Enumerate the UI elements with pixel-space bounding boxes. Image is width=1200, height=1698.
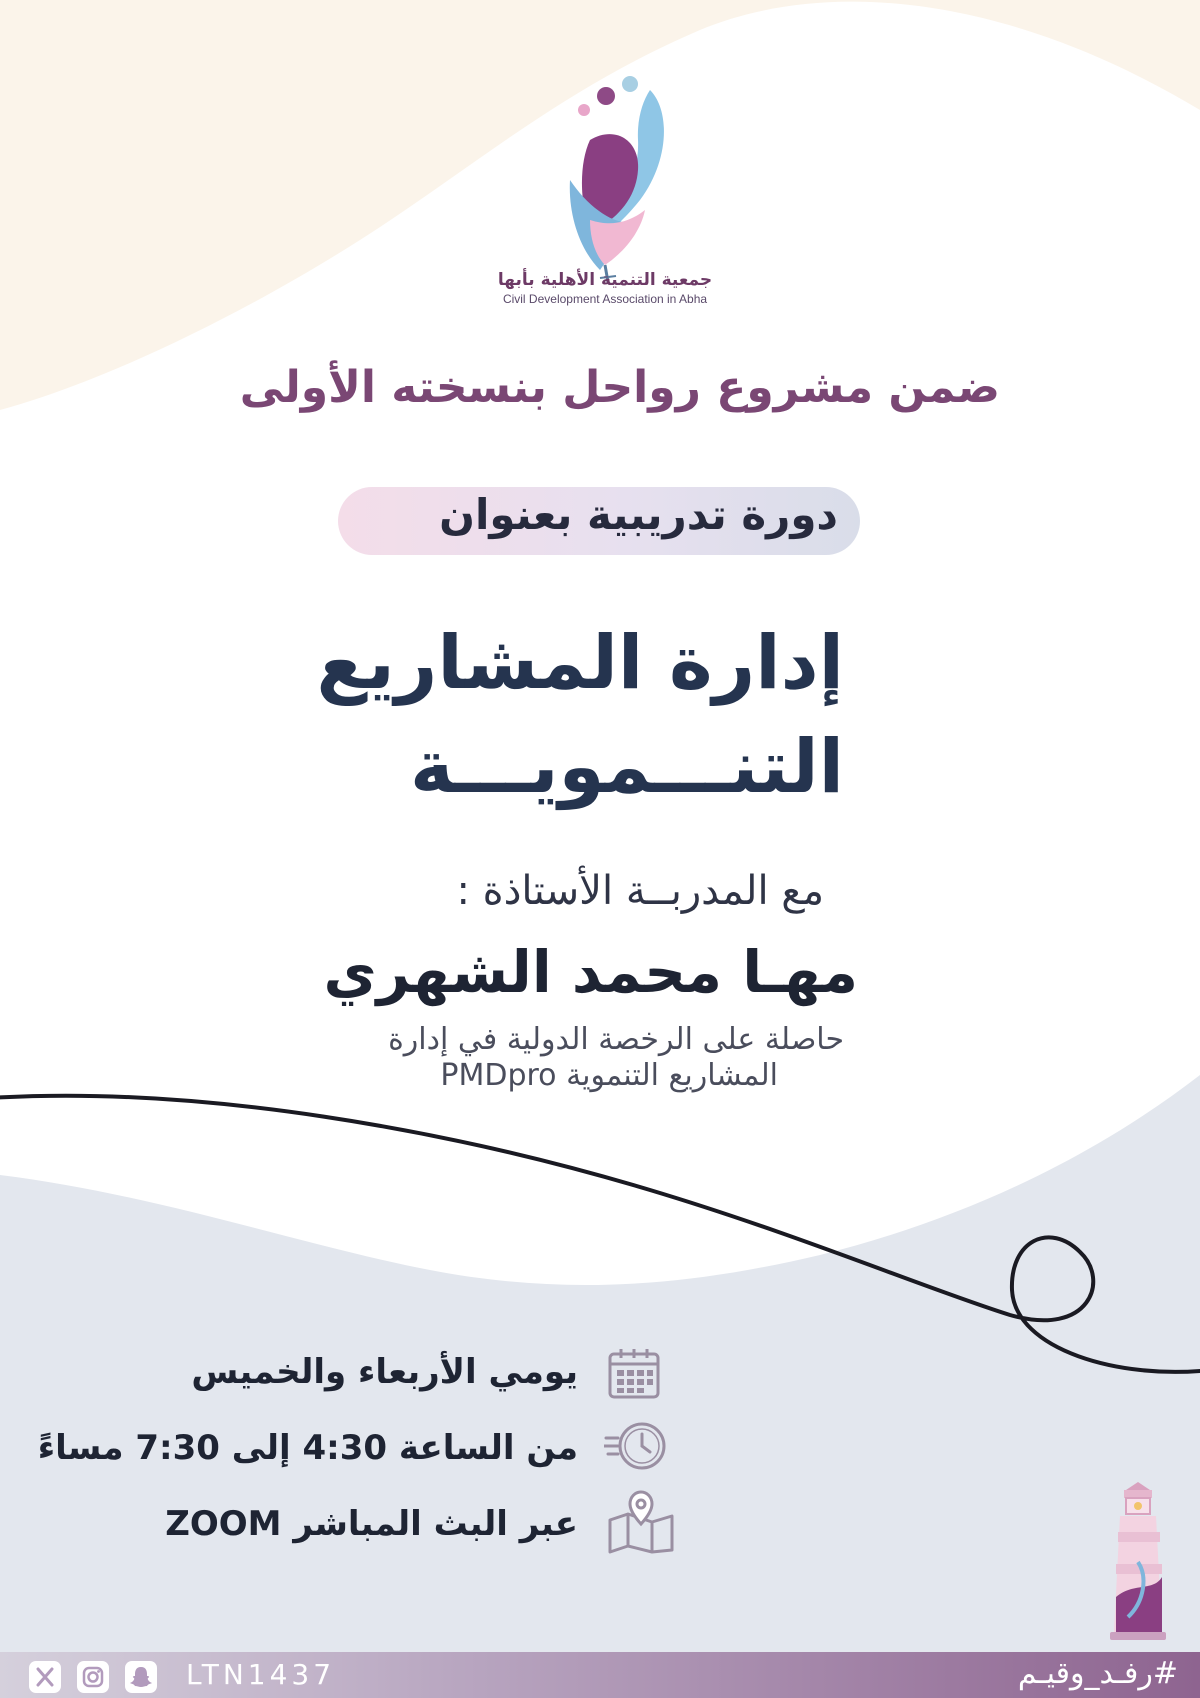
course-title-line-1: إدارة المشاريع [316, 620, 844, 706]
course-label: دورة تدريبية بعنوان [439, 490, 838, 539]
x-icon[interactable] [28, 1660, 62, 1694]
logo-arabic-name: جمعية التنمية الأهلية بأبها [497, 270, 713, 290]
trainer-label: مع المدربــة الأستاذة : [456, 868, 824, 914]
snapchat-icon[interactable] [124, 1660, 158, 1694]
schedule-time: من الساعة 4:30 إلى 7:30 مساءً [37, 1428, 578, 1468]
trainer-name: مهـا محمد الشهري [323, 938, 858, 1006]
map-pin-icon [606, 1490, 676, 1554]
trainer-credential-line-2: المشاريع التنموية PMDpro [440, 1058, 778, 1093]
calendar-icon [606, 1345, 662, 1401]
project-subtitle: ضمن مشروع رواحل بنسخته الأولى [239, 362, 1000, 413]
association-logo [520, 70, 720, 290]
clock-icon [604, 1418, 668, 1474]
bottom-grey-wave [0, 1075, 1200, 1698]
logo-english-name: Civil Development Association in Abha [502, 292, 708, 306]
instagram-icon[interactable] [76, 1660, 110, 1694]
course-title-line-2: التنـــمويـــة [410, 724, 844, 810]
schedule-days: يومي الأربعاء والخميس [191, 1352, 578, 1392]
event-venue: عبر البث المباشر ZOOM [165, 1504, 578, 1544]
trainer-credential-line-1: حاصلة على الرخصة الدولية في إدارة [388, 1022, 844, 1057]
social-handle: LTN1437 [186, 1658, 336, 1691]
lighthouse-logo [1098, 1482, 1178, 1644]
campaign-hashtag: #رفـد_وقيـم [1017, 1656, 1178, 1691]
